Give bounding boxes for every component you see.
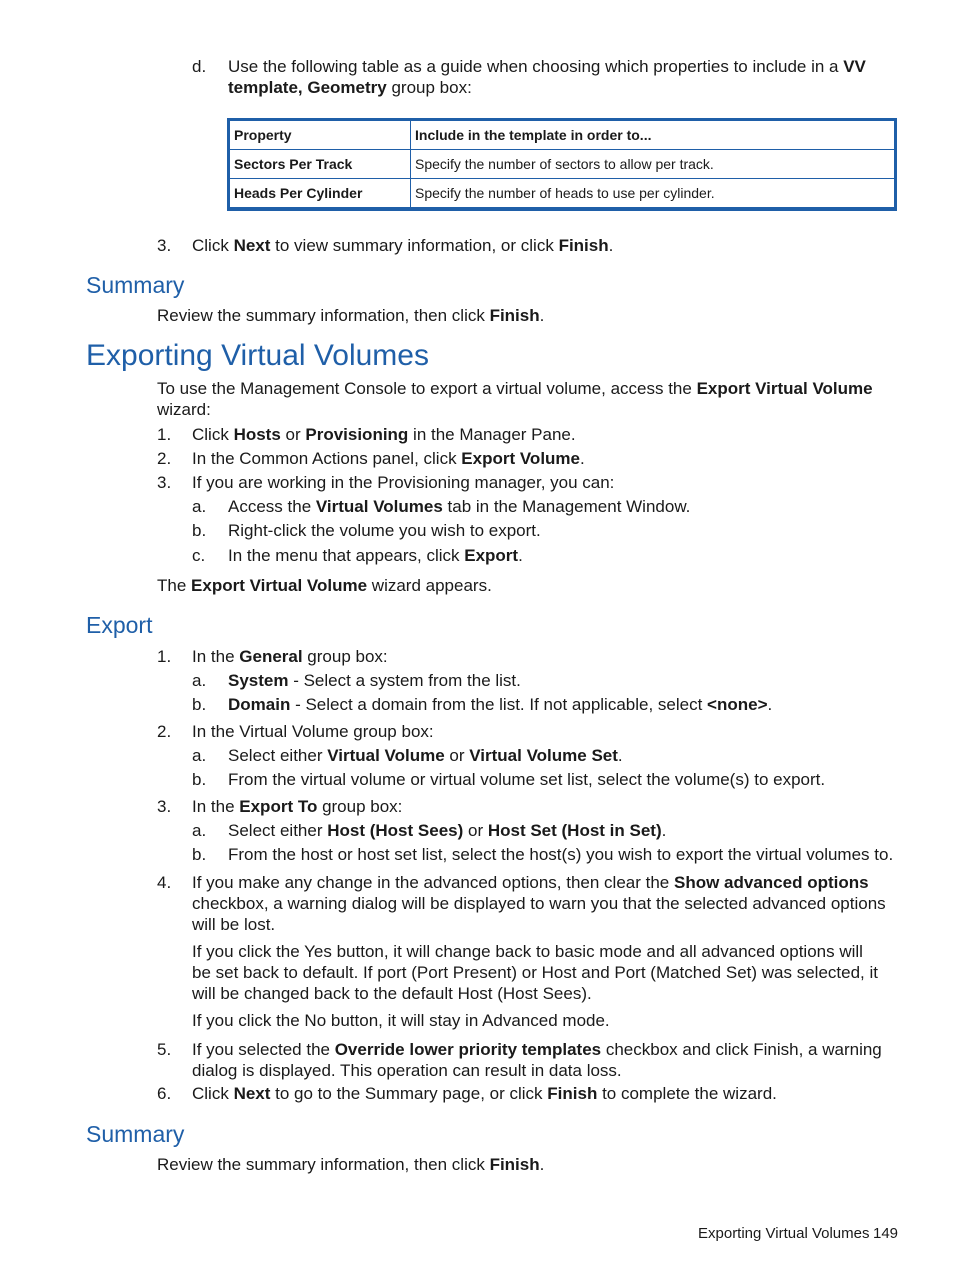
bold-part: Finish (547, 1084, 598, 1103)
text-part: The (157, 576, 192, 595)
sublist-item (228, 820, 666, 841)
text-part: to go to the Summary page, or click (270, 1084, 548, 1103)
text-part: wizard: (157, 400, 211, 419)
text-part: to complete the wizard. (597, 1084, 777, 1103)
step-d-text-part: Use the following table as a guide when choosing which properties to include in a (228, 57, 844, 76)
exporting-outro (157, 575, 492, 596)
text-part: Select either (228, 746, 328, 765)
bold-part: Export Virtual Volume (696, 379, 873, 398)
bold-part: Virtual Volume (327, 746, 445, 765)
sublist-item (228, 545, 523, 566)
bold-part: Virtual Volumes (315, 497, 443, 516)
page-number: 149 (873, 1225, 899, 1242)
bold-part: Host Set (Host in Set) (487, 821, 662, 840)
text-part: . (661, 821, 667, 840)
text-part: If you make any change in the advanced options, then clear the (192, 873, 674, 892)
sublist-item: From the host or host set list, select the host(s) you wish to export the virtual volumes to. (228, 845, 894, 864)
step-d-marker: d. (192, 57, 207, 76)
section-heading: Exporting Virtual Volumes (86, 339, 429, 372)
list-marker: 6. (157, 1084, 172, 1103)
sublist-item: Right-click the volume you wish to export. (228, 521, 541, 540)
export-heading: Export (86, 612, 153, 638)
sublist-marker: b. (192, 521, 207, 540)
text-part: If you click the Yes button, it will change back to basic mode and all advanced options will (192, 942, 863, 961)
text-part: . (617, 746, 623, 765)
list-marker: 2. (157, 722, 172, 741)
sublist-item: From the virtual volume or virtual volume set list, select the volume(s) to export. (228, 770, 826, 789)
list-marker: 2. (157, 449, 172, 468)
text-part: checkbox, a warning dialog will be displayed to warn you that the selected advanced options (192, 894, 886, 913)
table-row (230, 179, 895, 208)
step-d-text-part: group box: (386, 78, 472, 97)
sublist-item (228, 670, 521, 691)
sublist-marker: b. (192, 770, 207, 789)
text-part: . (608, 236, 614, 255)
bold-part: Export To (239, 797, 318, 816)
bold-part: Domain (228, 695, 291, 714)
sublist-item (228, 745, 623, 766)
text-part: . (539, 1155, 545, 1174)
text-part: Access the (228, 497, 316, 516)
exporting-intro (157, 378, 897, 420)
text-part: to view summary information, or click (270, 236, 559, 255)
summary-text (157, 1154, 544, 1175)
text-part: - Select a domain from the list. If not applicable, select (290, 695, 708, 714)
sublist-item (228, 694, 772, 715)
text-part: dialog is displayed. This operation can result in data loss. (192, 1061, 622, 1080)
table-header-property: Property (230, 121, 411, 150)
text-part: . (767, 695, 773, 714)
list-item (192, 872, 897, 935)
table-cell: Specify the number of heads to use per cylinder. (411, 179, 895, 208)
list-marker: 1. (157, 425, 172, 444)
text-part: In the (192, 647, 240, 666)
list-marker: 3. (157, 473, 172, 492)
properties-table-wrap (227, 118, 897, 211)
text-part: . (580, 449, 585, 468)
bold-part: Export (464, 546, 519, 565)
step-3-text (192, 235, 613, 256)
step-d-bold: VV template, Geometry (228, 57, 866, 97)
bold-part: Virtual Volume Set (469, 746, 618, 765)
table-cell: Specify the number of sectors to allow per track. (411, 150, 895, 179)
text-part: Click (192, 1084, 234, 1103)
bold-part: Finish (489, 306, 540, 325)
bold-part: Show advanced options (674, 873, 869, 892)
bold-part: Provisioning (305, 425, 409, 444)
table-header-row (230, 121, 895, 150)
bold-part: General (239, 647, 303, 666)
bold-part: Finish (558, 236, 609, 255)
sublist-marker: a. (192, 746, 207, 765)
properties-table (229, 120, 895, 208)
paragraph-yes (192, 941, 897, 1004)
sublist-item (228, 496, 690, 517)
list-item (192, 796, 402, 817)
sublist-marker: b. (192, 845, 207, 864)
list-marker: 1. (157, 647, 172, 666)
table-header-include: Include in the template in order to... (411, 121, 895, 150)
text-part: or (463, 821, 488, 840)
bold-part: <none> (707, 695, 768, 714)
text-part: in the Manager Pane. (408, 425, 576, 444)
sublist-marker: a. (192, 497, 207, 516)
text-part: or (444, 746, 470, 765)
text-part: wizard appears. (367, 576, 492, 595)
text-part: or (280, 425, 306, 444)
text-part: Click (192, 236, 234, 255)
text-part: Select either (228, 821, 328, 840)
sublist-marker: a. (192, 821, 207, 840)
summary-heading: Summary (86, 1121, 185, 1147)
bold-part: Hosts (233, 425, 281, 444)
list-item (192, 1039, 897, 1081)
bold-part: Next (233, 1084, 271, 1103)
text-part: - Select a system from the list. (288, 671, 521, 690)
bold-part: Host (Host Sees) (327, 821, 464, 840)
text-part: group box: (317, 797, 403, 816)
list-marker: 5. (157, 1040, 172, 1059)
bold-part: Override lower priority templates (334, 1040, 602, 1059)
text-part: Click (192, 425, 234, 444)
sublist-marker: a. (192, 671, 207, 690)
text-part: If you selected the (192, 1040, 335, 1059)
text-part: will be changed back to the default Host (Host Sees). (192, 984, 592, 1003)
summary-text (157, 305, 544, 326)
paragraph-no: If you click the No button, it will stay in Advanced mode. (192, 1011, 610, 1030)
text-part: will be lost. (192, 915, 276, 934)
text-part: Review the summary information, then click (157, 1155, 490, 1174)
text-part: tab in the Management Window. (442, 497, 691, 516)
list-item: If you are working in the Provisioning manager, you can: (192, 473, 615, 492)
list-marker: 3. (157, 797, 172, 816)
step-d-text (228, 56, 888, 98)
list-item (192, 448, 585, 469)
bold-part: Export Volume (461, 449, 580, 468)
table-cell: Heads Per Cylinder (230, 179, 411, 208)
text-part: . (518, 546, 523, 565)
summary-heading: Summary (86, 272, 185, 298)
text-part: group box: (302, 647, 388, 666)
bold-part: Next (233, 236, 271, 255)
text-part: In the Common Actions panel, click (192, 449, 462, 468)
list-item (192, 1083, 777, 1104)
list-item (192, 646, 388, 667)
step-3-marker: 3. (157, 236, 172, 255)
bold-part: Export Virtual Volume (191, 576, 368, 595)
text-part: Review the summary information, then click (157, 306, 490, 325)
text-part: To use the Management Console to export a virtual volume, access the (157, 379, 697, 398)
list-item: In the Virtual Volume group box: (192, 722, 434, 741)
text-part: In the menu that appears, click (228, 546, 465, 565)
bold-part: System (228, 671, 289, 690)
table-row (230, 150, 895, 179)
text-part: checkbox and click Finish, a warning (601, 1040, 882, 1059)
sublist-marker: b. (192, 695, 207, 714)
list-item (192, 424, 576, 445)
list-marker: 4. (157, 873, 172, 892)
bold-part: Finish (489, 1155, 540, 1174)
footer-section-title: Exporting Virtual Volumes (698, 1225, 870, 1242)
sublist-marker: c. (192, 546, 206, 565)
text-part: be set back to default. If port (Port Present) or Host and Port (Matched Set) was selected, it (192, 963, 878, 982)
table-cell: Sectors Per Track (230, 150, 411, 179)
text-part: . (539, 306, 545, 325)
text-part: In the (192, 797, 240, 816)
